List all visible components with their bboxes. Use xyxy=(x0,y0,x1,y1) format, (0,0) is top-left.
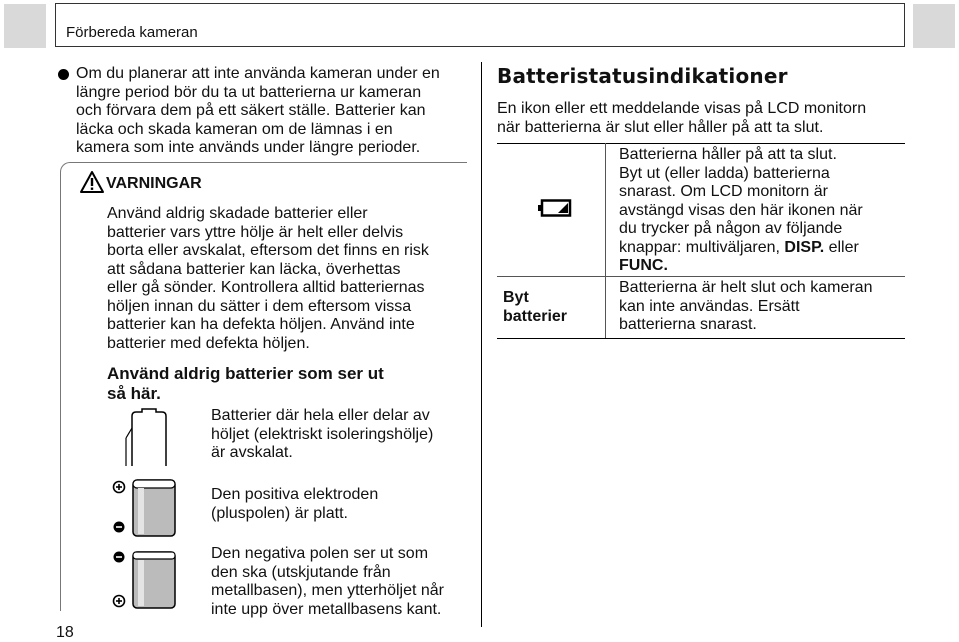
battery-low-icon xyxy=(538,199,572,217)
bullet-icon xyxy=(58,69,69,80)
row1-description: Batterierna håller på att ta slut. Byt ut (eller ladda) batterierna snarast. Om LCD monitorn är avstängd visas den här ikonen när du trycker på någon av följande knappar: multiväljaren, DISP. eller FUNC. xyxy=(619,146,904,276)
table-rule-middle xyxy=(497,276,905,277)
section-header xyxy=(55,3,905,47)
table-column-divider xyxy=(605,143,606,338)
warning-title: VARNINGAR xyxy=(106,175,202,192)
column-divider xyxy=(481,62,482,627)
battery-peeled-icon xyxy=(112,408,182,466)
disp-button-label: DISP. xyxy=(784,238,825,256)
warning-icon xyxy=(79,170,105,194)
section-title: Förbereda kameran xyxy=(66,24,198,41)
never-use-item-3: Den negativa polen ser ut som den ska (utskjutande från metallbasen), men ytterhöljet når inte upp över metallbasens kant. xyxy=(211,545,444,618)
intro-paragraph: Om du planerar att inte använda kameran under en längre period bör du ta ut batterierna ur kameran och förvara dem på ett säkert ställe. Batterier kan läcka och skada kameran om de lämnas i en kamera som inte används under längre perioder. xyxy=(76,65,440,156)
table-rule-top xyxy=(497,143,905,144)
func-button-label: FUNC. xyxy=(619,257,668,274)
row2-description: Batterierna är helt slut och kameran kan inte användas. Ersätt batterierna snarast. xyxy=(619,279,873,333)
never-use-heading: Använd aldrig batterier som ser ut så här. xyxy=(107,364,384,403)
battery-flat-plus-icon xyxy=(108,476,188,546)
page-number: 18 xyxy=(56,624,74,641)
right-tab-marker xyxy=(913,4,955,48)
battery-status-heading: Batteristatusindikationer xyxy=(497,64,788,88)
table-rule-bottom xyxy=(497,338,905,339)
battery-negative-pole-icon xyxy=(108,546,188,616)
replace-batteries-label: Byt batterier xyxy=(503,289,568,325)
never-use-item-2: Den positiva elektroden (pluspolen) är platt. xyxy=(211,486,379,522)
left-tab-marker xyxy=(4,4,46,48)
battery-status-intro: En ikon eller ett meddelande visas på LCD monitorn när batterierna är slut eller håller på att ta slut. xyxy=(497,100,867,136)
warning-text: Använd aldrig skadade batterier eller batterier vars yttre hölje är helt eller delvis borta eller avskalat, eftersom det finns en risk att sådana batterier kan läcka, överhettas eller gå sönder. Kontrollera alltid batteriernas höljen innan du sätter i dem eftersom vissa batterier kan ha defekta höljen. Använd inte batterier med defekta höljen. xyxy=(107,205,429,352)
never-use-item-1: Batterier där hela eller delar av höljet (elektriskt isoleringshölje) är avskalat. xyxy=(211,407,434,461)
